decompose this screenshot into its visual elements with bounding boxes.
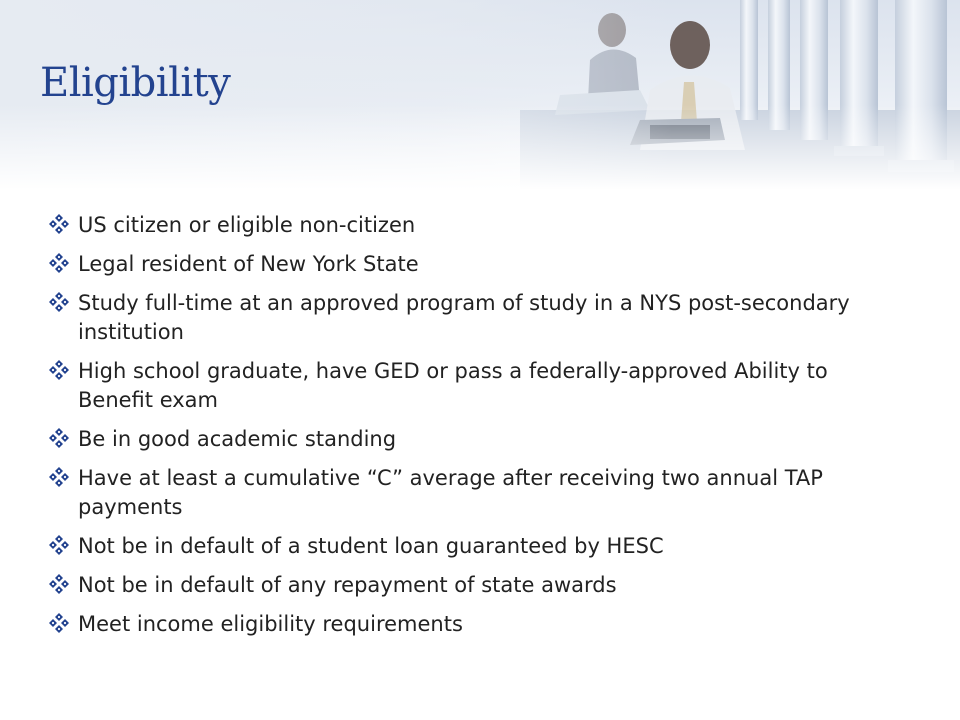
four-diamond-bullet-icon — [48, 291, 70, 313]
bullet-text: Legal resident of New York State — [78, 252, 419, 276]
four-diamond-bullet-icon — [48, 612, 70, 634]
list-item — [48, 289, 908, 347]
list-item — [48, 532, 908, 561]
bullet-text: US citizen or eligible non-citizen — [78, 213, 416, 237]
list-item — [48, 357, 908, 415]
four-diamond-bullet-icon — [48, 427, 70, 449]
bullet-text: Be in good academic standing — [78, 427, 397, 451]
bullet-text: High school graduate, have GED or pass a federally-approved Ability to Benefit exam — [78, 359, 828, 412]
list-item — [48, 464, 908, 522]
four-diamond-bullet-icon — [48, 213, 70, 235]
four-diamond-bullet-icon — [48, 573, 70, 595]
bullet-text: Study full-time at an approved program of study in a NYS post-secondary institution — [78, 291, 850, 344]
bullet-text: Have at least a cumulative “C” average after receiving two annual TAP payments — [78, 466, 823, 519]
list-item — [48, 571, 908, 600]
bullet-text: Not be in default of a student loan guaranteed by HESC — [78, 534, 664, 558]
bullet-text: Meet income eligibility requirements — [78, 612, 463, 636]
list-item — [48, 250, 908, 279]
bullet-text: Not be in default of any repayment of state awards — [78, 573, 617, 597]
four-diamond-bullet-icon — [48, 359, 70, 381]
four-diamond-bullet-icon — [48, 534, 70, 556]
list-item — [48, 425, 908, 454]
four-diamond-bullet-icon — [48, 466, 70, 488]
list-item — [48, 610, 908, 639]
four-diamond-bullet-icon — [48, 252, 70, 274]
bullet-list — [48, 211, 908, 649]
slide-title: Eligibility — [40, 60, 231, 106]
list-item — [48, 211, 908, 240]
